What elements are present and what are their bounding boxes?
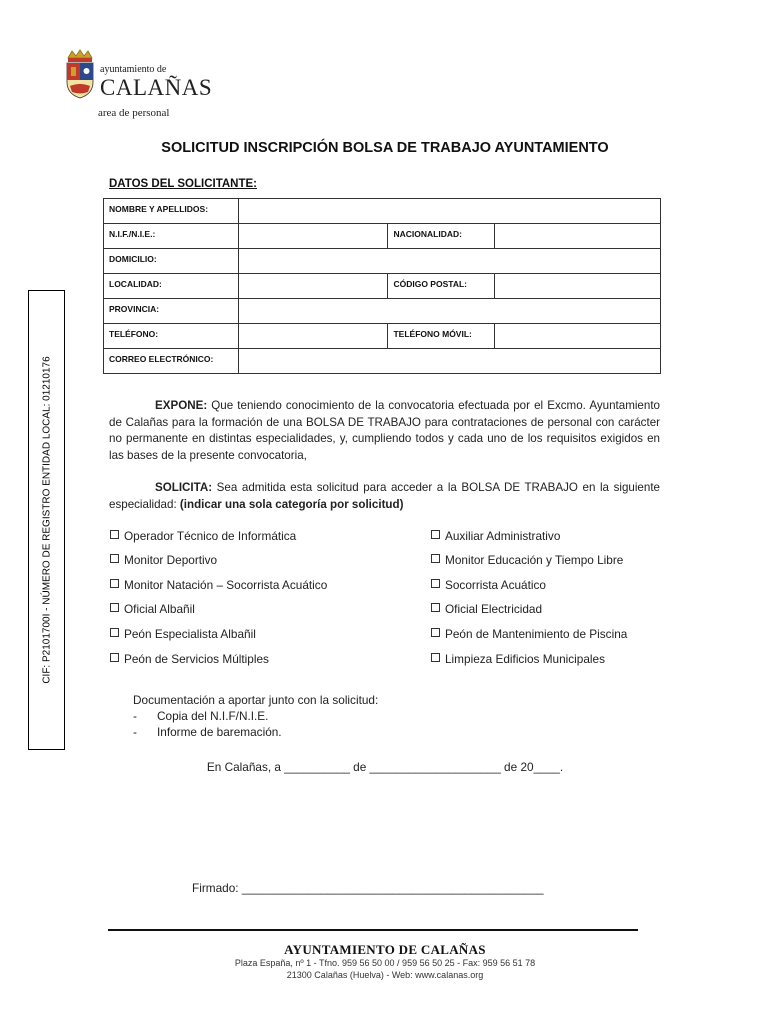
expone-text: Que teniendo conocimiento de la convocatoria efectuada por el Excmo. Ayuntamiento de Calañas para la formación de una BOLSA DE TRABAJO para contrataciones de personal con carácter no permanente en distintas especialidades, y, cumpliendo todos y cada uno de los requisitos exigidos en las bases de la presente convocatoria, bbox=[109, 399, 660, 462]
checkbox[interactable] bbox=[431, 554, 440, 563]
checkbox[interactable] bbox=[431, 653, 440, 662]
nacionalidad-input[interactable] bbox=[495, 224, 661, 249]
field-label-telefono-movil: TELÉFONO MÓVIL: bbox=[388, 324, 495, 349]
option-limpieza-edificios[interactable] bbox=[431, 652, 605, 666]
solicita-text: Sea admitida esta solicitud para acceder a la BOLSA DE TRABAJO en la siguiente especialidad: bbox=[109, 481, 660, 511]
documentation-heading: Documentación a aportar junto con la solicitud: bbox=[133, 693, 379, 707]
checkbox[interactable] bbox=[431, 628, 440, 637]
telefono-input[interactable] bbox=[238, 324, 388, 349]
nif-input[interactable] bbox=[238, 224, 388, 249]
list-item bbox=[133, 724, 378, 740]
option-label: Peón Especialista Albañil bbox=[124, 627, 256, 641]
registry-stamp bbox=[28, 290, 65, 750]
footer-address-line-1: Plaza España, nº 1 - Tfno. 959 56 50 00 / 959 56 50 25 - Fax: 959 56 51 78 bbox=[234, 958, 536, 968]
logo-small-text: ayuntamiento de bbox=[100, 64, 167, 75]
provincia-input[interactable] bbox=[238, 299, 660, 324]
footer-organization: AYUNTAMIENTO DE CALAÑAS bbox=[284, 942, 486, 957]
option-monitor-deportivo[interactable] bbox=[110, 553, 217, 567]
field-label-nacionalidad: NACIONALIDAD: bbox=[388, 224, 495, 249]
option-label: Operador Técnico de Informática bbox=[124, 529, 297, 543]
section-title: DATOS DEL SOLICITANTE: bbox=[109, 178, 258, 190]
option-socorrista-acuatico[interactable] bbox=[431, 578, 546, 592]
table-row bbox=[104, 274, 661, 299]
domicilio-input[interactable] bbox=[238, 249, 660, 274]
option-label: Peón de Servicios Múltiples bbox=[124, 652, 269, 666]
option-oficial-albanil[interactable] bbox=[110, 602, 195, 616]
solicita-paragraph bbox=[109, 480, 660, 513]
field-label-provincia: PROVINCIA: bbox=[104, 299, 239, 324]
applicant-data-table bbox=[103, 198, 661, 374]
option-monitor-natacion[interactable] bbox=[110, 578, 327, 592]
signature-line[interactable]: Firmado: ______________________________________________ bbox=[192, 881, 544, 895]
list-item-text: Informe de baremación. bbox=[157, 725, 282, 739]
field-label-codigo-postal: CÓDIGO POSTAL: bbox=[388, 274, 495, 299]
option-operador-informatica[interactable] bbox=[110, 529, 296, 543]
table-row bbox=[104, 349, 661, 374]
option-auxiliar-administrativo[interactable] bbox=[431, 529, 560, 543]
codigo-postal-input[interactable] bbox=[495, 274, 661, 299]
option-label: Monitor Educación y Tiempo Libre bbox=[445, 553, 624, 567]
footer-address-line-2: 21300 Calañas (Huelva) - Web: www.calanas.org bbox=[286, 970, 484, 980]
documentation-list bbox=[133, 692, 378, 740]
checkbox[interactable] bbox=[110, 530, 119, 539]
coat-of-arms-icon bbox=[64, 48, 96, 100]
municipal-logo bbox=[64, 48, 224, 126]
list-item-text: Copia del N.I.F/N.I.E. bbox=[157, 709, 269, 723]
option-oficial-electricidad[interactable] bbox=[431, 602, 542, 616]
table-row bbox=[104, 324, 661, 349]
expone-paragraph bbox=[109, 398, 660, 464]
checkbox[interactable] bbox=[110, 653, 119, 662]
nombre-input[interactable] bbox=[238, 199, 660, 224]
checkbox[interactable] bbox=[431, 579, 440, 588]
footer-divider bbox=[108, 929, 638, 931]
list-item bbox=[133, 708, 378, 724]
option-label: Auxiliar Administrativo bbox=[445, 529, 561, 543]
option-label: Socorrista Acuático bbox=[445, 578, 546, 592]
field-label-localidad: LOCALIDAD: bbox=[104, 274, 239, 299]
option-label: Oficial Albañil bbox=[124, 602, 195, 616]
checkbox[interactable] bbox=[110, 554, 119, 563]
telefono-movil-input[interactable] bbox=[495, 324, 661, 349]
table-row bbox=[104, 299, 661, 324]
option-peon-servicios-multiples[interactable] bbox=[110, 652, 269, 666]
option-label: Peón de Mantenimiento de Piscina bbox=[445, 627, 628, 641]
field-label-nif: N.I.F./N.I.E.: bbox=[104, 224, 239, 249]
option-peon-especialista-albanil[interactable] bbox=[110, 627, 256, 641]
expone-label: EXPONE: bbox=[155, 399, 208, 412]
list-dash: - bbox=[133, 709, 137, 723]
list-dash: - bbox=[133, 725, 137, 739]
logo-big-text: CALAÑAS bbox=[100, 75, 213, 100]
table-row bbox=[104, 199, 661, 224]
option-label: Monitor Deportivo bbox=[124, 553, 218, 567]
option-monitor-educacion[interactable] bbox=[431, 553, 623, 567]
table-row bbox=[104, 249, 661, 274]
checkbox[interactable] bbox=[110, 579, 119, 588]
option-label: Monitor Natación – Socorrista Acuático bbox=[124, 578, 328, 592]
option-label: Limpieza Edificios Municipales bbox=[445, 652, 605, 666]
checkbox[interactable] bbox=[431, 603, 440, 612]
solicita-label: SOLICITA: bbox=[155, 481, 213, 494]
option-label: Oficial Electricidad bbox=[445, 602, 543, 616]
page-title: SOLICITUD INSCRIPCIÓN BOLSA DE TRABAJO AYUNTAMIENTO bbox=[161, 140, 609, 156]
localidad-input[interactable] bbox=[238, 274, 388, 299]
field-label-correo: CORREO ELECTRÓNICO: bbox=[104, 349, 239, 374]
checkbox[interactable] bbox=[110, 603, 119, 612]
logo-area-text: area de personal bbox=[98, 107, 170, 119]
field-label-nombre: NOMBRE Y APELLIDOS: bbox=[104, 199, 239, 224]
date-line[interactable]: En Calañas, a __________ de ____________________ de 20____. bbox=[206, 760, 564, 774]
checkbox[interactable] bbox=[110, 628, 119, 637]
checkbox[interactable] bbox=[431, 530, 440, 539]
table-row bbox=[104, 224, 661, 249]
field-label-domicilio: DOMICILIO: bbox=[104, 249, 239, 274]
registry-stamp-text: CIF: P2101700I - NÚMERO DE REGISTRO ENTIDAD LOCAL: 01210176 bbox=[41, 356, 52, 684]
field-label-telefono: TELÉFONO: bbox=[104, 324, 239, 349]
correo-input[interactable] bbox=[238, 349, 660, 374]
option-peon-mantenimiento-piscina[interactable] bbox=[431, 627, 627, 641]
solicita-note: (indicar una sola categoría por solicitud) bbox=[179, 497, 404, 511]
